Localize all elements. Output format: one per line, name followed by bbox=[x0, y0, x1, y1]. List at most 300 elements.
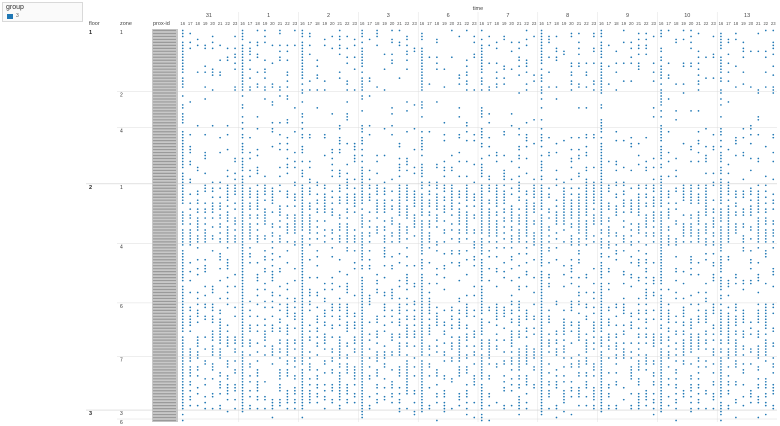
data-point bbox=[182, 122, 184, 124]
data-point bbox=[301, 345, 303, 347]
data-point bbox=[309, 217, 311, 219]
data-point bbox=[765, 396, 767, 398]
data-point bbox=[608, 202, 610, 204]
data-point bbox=[526, 363, 528, 365]
row-header-zone: zone bbox=[120, 21, 132, 27]
data-point bbox=[458, 372, 460, 374]
data-point bbox=[765, 348, 767, 350]
data-point bbox=[458, 396, 460, 398]
data-point bbox=[414, 235, 416, 237]
data-point bbox=[735, 33, 737, 35]
data-point bbox=[279, 190, 281, 192]
data-point bbox=[414, 336, 416, 338]
data-point bbox=[451, 205, 453, 207]
data-point bbox=[406, 363, 408, 365]
data-point bbox=[600, 205, 602, 207]
data-point bbox=[197, 220, 199, 222]
data-point bbox=[301, 253, 303, 255]
data-point bbox=[728, 238, 730, 240]
data-point bbox=[630, 235, 632, 237]
data-point bbox=[384, 68, 386, 70]
data-point bbox=[518, 253, 520, 255]
data-point bbox=[720, 247, 722, 249]
data-point bbox=[204, 223, 206, 225]
data-point bbox=[660, 351, 662, 353]
data-point bbox=[660, 348, 662, 350]
data-point bbox=[421, 253, 423, 255]
data-point bbox=[503, 351, 505, 353]
data-point bbox=[488, 378, 490, 380]
data-point bbox=[212, 226, 214, 228]
data-point bbox=[705, 190, 707, 192]
data-point bbox=[421, 71, 423, 73]
data-point bbox=[384, 366, 386, 368]
data-point bbox=[683, 235, 685, 237]
data-point bbox=[503, 310, 505, 312]
data-point bbox=[204, 48, 206, 50]
data-point bbox=[563, 339, 565, 341]
data-point bbox=[660, 223, 662, 225]
data-point bbox=[571, 89, 573, 91]
data-point bbox=[436, 384, 438, 386]
data-point bbox=[309, 205, 311, 207]
data-point bbox=[301, 42, 303, 44]
data-point bbox=[638, 336, 640, 338]
data-point bbox=[421, 107, 423, 109]
data-point bbox=[279, 30, 281, 32]
data-point bbox=[294, 378, 296, 380]
data-point bbox=[556, 86, 558, 88]
data-point bbox=[518, 396, 520, 398]
data-point bbox=[608, 208, 610, 210]
data-point bbox=[720, 134, 722, 136]
data-point bbox=[511, 214, 513, 216]
data-point bbox=[615, 181, 617, 183]
hour-tick-10-23: 23 bbox=[711, 21, 716, 26]
data-point bbox=[690, 161, 692, 163]
data-point bbox=[242, 211, 244, 213]
data-point bbox=[653, 414, 655, 416]
data-point bbox=[735, 211, 737, 213]
data-point bbox=[361, 366, 363, 368]
data-point bbox=[384, 310, 386, 312]
data-point bbox=[526, 220, 528, 222]
data-point bbox=[533, 205, 535, 207]
data-point bbox=[600, 50, 602, 52]
data-point bbox=[406, 59, 408, 61]
data-point bbox=[279, 286, 281, 288]
data-point bbox=[473, 53, 475, 55]
data-point bbox=[518, 399, 520, 401]
data-point bbox=[294, 181, 296, 183]
data-point bbox=[324, 80, 326, 82]
data-point bbox=[630, 372, 632, 374]
data-point bbox=[414, 223, 416, 225]
data-point bbox=[361, 30, 363, 32]
data-point bbox=[421, 324, 423, 326]
hour-tick-2-16: 16 bbox=[300, 21, 305, 26]
data-point bbox=[541, 295, 543, 297]
data-point bbox=[331, 372, 333, 374]
data-point bbox=[503, 271, 505, 273]
data-point bbox=[197, 354, 199, 356]
data-point bbox=[720, 360, 722, 362]
data-point bbox=[309, 336, 311, 338]
data-point bbox=[548, 390, 550, 392]
data-point bbox=[242, 68, 244, 70]
data-point bbox=[182, 140, 184, 142]
data-point bbox=[548, 155, 550, 157]
data-point bbox=[481, 202, 483, 204]
data-point bbox=[376, 289, 378, 291]
data-point bbox=[444, 354, 446, 356]
data-point bbox=[458, 280, 460, 282]
data-point bbox=[743, 235, 745, 237]
data-point bbox=[376, 199, 378, 201]
data-point bbox=[339, 375, 341, 377]
data-point bbox=[578, 86, 580, 88]
data-point bbox=[339, 199, 341, 201]
data-point bbox=[272, 315, 274, 317]
data-point bbox=[645, 48, 647, 50]
data-point bbox=[683, 348, 685, 350]
data-point bbox=[533, 74, 535, 76]
data-point bbox=[212, 345, 214, 347]
data-point bbox=[182, 289, 184, 291]
data-point bbox=[249, 235, 251, 237]
data-point bbox=[668, 30, 670, 32]
data-point bbox=[541, 187, 543, 189]
data-point bbox=[361, 193, 363, 195]
data-point bbox=[421, 77, 423, 79]
data-point bbox=[197, 247, 199, 249]
data-point bbox=[421, 167, 423, 169]
data-point bbox=[189, 202, 191, 204]
data-point bbox=[361, 324, 363, 326]
data-point bbox=[668, 327, 670, 329]
data-point bbox=[645, 399, 647, 401]
data-point bbox=[728, 259, 730, 261]
data-point bbox=[683, 324, 685, 326]
data-point bbox=[287, 399, 289, 401]
data-point bbox=[496, 155, 498, 157]
data-point bbox=[361, 339, 363, 341]
data-point bbox=[182, 330, 184, 332]
data-point bbox=[772, 193, 774, 195]
data-point bbox=[399, 393, 401, 395]
data-point bbox=[548, 342, 550, 344]
data-point bbox=[234, 307, 236, 309]
data-point bbox=[511, 342, 513, 344]
data-point bbox=[720, 152, 722, 154]
data-point bbox=[354, 262, 356, 264]
data-point bbox=[234, 286, 236, 288]
data-point bbox=[653, 345, 655, 347]
data-point bbox=[361, 310, 363, 312]
data-point bbox=[376, 318, 378, 320]
data-point bbox=[399, 408, 401, 410]
data-point bbox=[287, 396, 289, 398]
data-point bbox=[593, 393, 595, 395]
data-point bbox=[518, 375, 520, 377]
data-point bbox=[346, 393, 348, 395]
data-point bbox=[645, 310, 647, 312]
data-point bbox=[645, 262, 647, 264]
data-point bbox=[466, 315, 468, 317]
data-point bbox=[301, 283, 303, 285]
data-point bbox=[324, 205, 326, 207]
data-point bbox=[466, 176, 468, 178]
data-point bbox=[287, 71, 289, 73]
data-point bbox=[660, 289, 662, 291]
data-point bbox=[660, 295, 662, 297]
data-point bbox=[272, 190, 274, 192]
data-point bbox=[503, 315, 505, 317]
data-point bbox=[189, 217, 191, 219]
data-point bbox=[361, 295, 363, 297]
data-point bbox=[391, 310, 393, 312]
data-point bbox=[503, 247, 505, 249]
data-point bbox=[690, 232, 692, 234]
data-point bbox=[227, 199, 229, 201]
data-point bbox=[772, 307, 774, 309]
data-point bbox=[444, 408, 446, 410]
data-point bbox=[653, 384, 655, 386]
data-point bbox=[541, 220, 543, 222]
data-point bbox=[204, 65, 206, 67]
data-point bbox=[645, 283, 647, 285]
data-point bbox=[630, 277, 632, 279]
data-point bbox=[608, 348, 610, 350]
data-point bbox=[698, 223, 700, 225]
data-point bbox=[212, 333, 214, 335]
data-point bbox=[653, 184, 655, 186]
data-point bbox=[189, 33, 191, 35]
data-point bbox=[436, 250, 438, 252]
data-point bbox=[346, 310, 348, 312]
data-point bbox=[720, 36, 722, 38]
data-point bbox=[593, 196, 595, 198]
data-point bbox=[466, 83, 468, 85]
data-point bbox=[578, 330, 580, 332]
data-point bbox=[541, 384, 543, 386]
data-point bbox=[301, 146, 303, 148]
data-point bbox=[257, 30, 259, 32]
data-point bbox=[660, 375, 662, 377]
data-point bbox=[287, 312, 289, 314]
data-point bbox=[287, 307, 289, 309]
data-point bbox=[757, 217, 759, 219]
data-point bbox=[301, 348, 303, 350]
data-point bbox=[204, 208, 206, 210]
data-point bbox=[481, 271, 483, 273]
data-point bbox=[511, 405, 513, 407]
data-point bbox=[541, 68, 543, 70]
data-point bbox=[556, 48, 558, 50]
data-point bbox=[518, 336, 520, 338]
data-point bbox=[526, 205, 528, 207]
data-point bbox=[399, 232, 401, 234]
data-point bbox=[698, 232, 700, 234]
data-point bbox=[264, 271, 266, 273]
data-point bbox=[668, 152, 670, 154]
data-point bbox=[227, 149, 229, 151]
data-point bbox=[541, 259, 543, 261]
data-point bbox=[264, 199, 266, 201]
data-point bbox=[406, 378, 408, 380]
data-point bbox=[331, 399, 333, 401]
data-point bbox=[571, 390, 573, 392]
data-point bbox=[743, 214, 745, 216]
data-point bbox=[264, 176, 266, 178]
data-point bbox=[384, 238, 386, 240]
data-point bbox=[346, 250, 348, 252]
data-point bbox=[571, 396, 573, 398]
data-point bbox=[668, 321, 670, 323]
data-point bbox=[309, 351, 311, 353]
data-point bbox=[391, 333, 393, 335]
data-point bbox=[473, 193, 475, 195]
data-point bbox=[653, 372, 655, 374]
data-point bbox=[316, 384, 318, 386]
data-point bbox=[287, 167, 289, 169]
data-point bbox=[421, 199, 423, 201]
data-point bbox=[526, 312, 528, 314]
data-point bbox=[660, 324, 662, 326]
data-point bbox=[309, 259, 311, 261]
data-point bbox=[526, 351, 528, 353]
data-point bbox=[645, 327, 647, 329]
data-point bbox=[399, 143, 401, 145]
data-point bbox=[571, 235, 573, 237]
data-point bbox=[593, 387, 595, 389]
data-point bbox=[406, 101, 408, 103]
data-point bbox=[608, 336, 610, 338]
data-point bbox=[212, 74, 214, 76]
hour-tick-8-17: 17 bbox=[546, 21, 552, 26]
data-point bbox=[242, 393, 244, 395]
data-point bbox=[316, 77, 318, 79]
data-point bbox=[653, 318, 655, 320]
data-point bbox=[765, 393, 767, 395]
data-point bbox=[660, 402, 662, 404]
data-point bbox=[705, 339, 707, 341]
data-point bbox=[615, 214, 617, 216]
data-point bbox=[541, 80, 543, 82]
data-point bbox=[518, 42, 520, 44]
data-point bbox=[660, 363, 662, 365]
data-point bbox=[713, 339, 715, 341]
data-point bbox=[765, 217, 767, 219]
data-point bbox=[675, 402, 677, 404]
data-point bbox=[316, 184, 318, 186]
data-point bbox=[608, 384, 610, 386]
data-point bbox=[533, 179, 535, 181]
data-point bbox=[772, 53, 774, 55]
data-point bbox=[309, 208, 311, 210]
data-point bbox=[301, 357, 303, 359]
data-point bbox=[369, 226, 371, 228]
data-point bbox=[615, 381, 617, 383]
data-point bbox=[399, 30, 401, 32]
data-point bbox=[436, 208, 438, 210]
data-point bbox=[219, 256, 221, 258]
data-point bbox=[384, 241, 386, 243]
data-point bbox=[301, 324, 303, 326]
data-point bbox=[541, 30, 543, 32]
data-point bbox=[623, 226, 625, 228]
data-point bbox=[511, 211, 513, 213]
data-point bbox=[630, 378, 632, 380]
data-point bbox=[488, 250, 490, 252]
data-point bbox=[331, 369, 333, 371]
data-point bbox=[272, 122, 274, 124]
data-point bbox=[354, 202, 356, 204]
data-point bbox=[765, 312, 767, 314]
data-point bbox=[234, 387, 236, 389]
data-point bbox=[227, 399, 229, 401]
data-point bbox=[257, 390, 259, 392]
data-point bbox=[376, 321, 378, 323]
data-point bbox=[638, 48, 640, 50]
data-point bbox=[264, 98, 266, 100]
data-point bbox=[541, 50, 543, 52]
data-point bbox=[242, 179, 244, 181]
data-point bbox=[541, 56, 543, 58]
data-point bbox=[765, 315, 767, 317]
data-point bbox=[743, 315, 745, 317]
data-point bbox=[287, 360, 289, 362]
data-point bbox=[212, 250, 214, 252]
data-point bbox=[593, 223, 595, 225]
data-point bbox=[301, 259, 303, 261]
data-point bbox=[316, 208, 318, 210]
data-point bbox=[436, 307, 438, 309]
data-point bbox=[526, 83, 528, 85]
data-point bbox=[720, 98, 722, 100]
data-point bbox=[608, 393, 610, 395]
data-point bbox=[645, 232, 647, 234]
data-point bbox=[578, 241, 580, 243]
hour-tick-10-22: 22 bbox=[703, 21, 709, 26]
data-point bbox=[354, 295, 356, 297]
data-point bbox=[458, 74, 460, 76]
date-label-7: 7 bbox=[506, 13, 510, 19]
data-point bbox=[399, 318, 401, 320]
data-point bbox=[182, 381, 184, 383]
data-point bbox=[496, 48, 498, 50]
data-point bbox=[361, 283, 363, 285]
data-point bbox=[212, 318, 214, 320]
data-point bbox=[361, 208, 363, 210]
data-point bbox=[257, 381, 259, 383]
data-point bbox=[287, 304, 289, 306]
data-point bbox=[653, 375, 655, 377]
data-point bbox=[354, 235, 356, 237]
data-point bbox=[645, 271, 647, 273]
data-point bbox=[346, 235, 348, 237]
data-point bbox=[421, 280, 423, 282]
data-point bbox=[384, 307, 386, 309]
data-point bbox=[645, 161, 647, 163]
data-point bbox=[593, 399, 595, 401]
data-point bbox=[451, 167, 453, 169]
data-point bbox=[369, 39, 371, 41]
data-point bbox=[182, 176, 184, 178]
data-point bbox=[399, 307, 401, 309]
data-point bbox=[429, 327, 431, 329]
data-point bbox=[496, 220, 498, 222]
